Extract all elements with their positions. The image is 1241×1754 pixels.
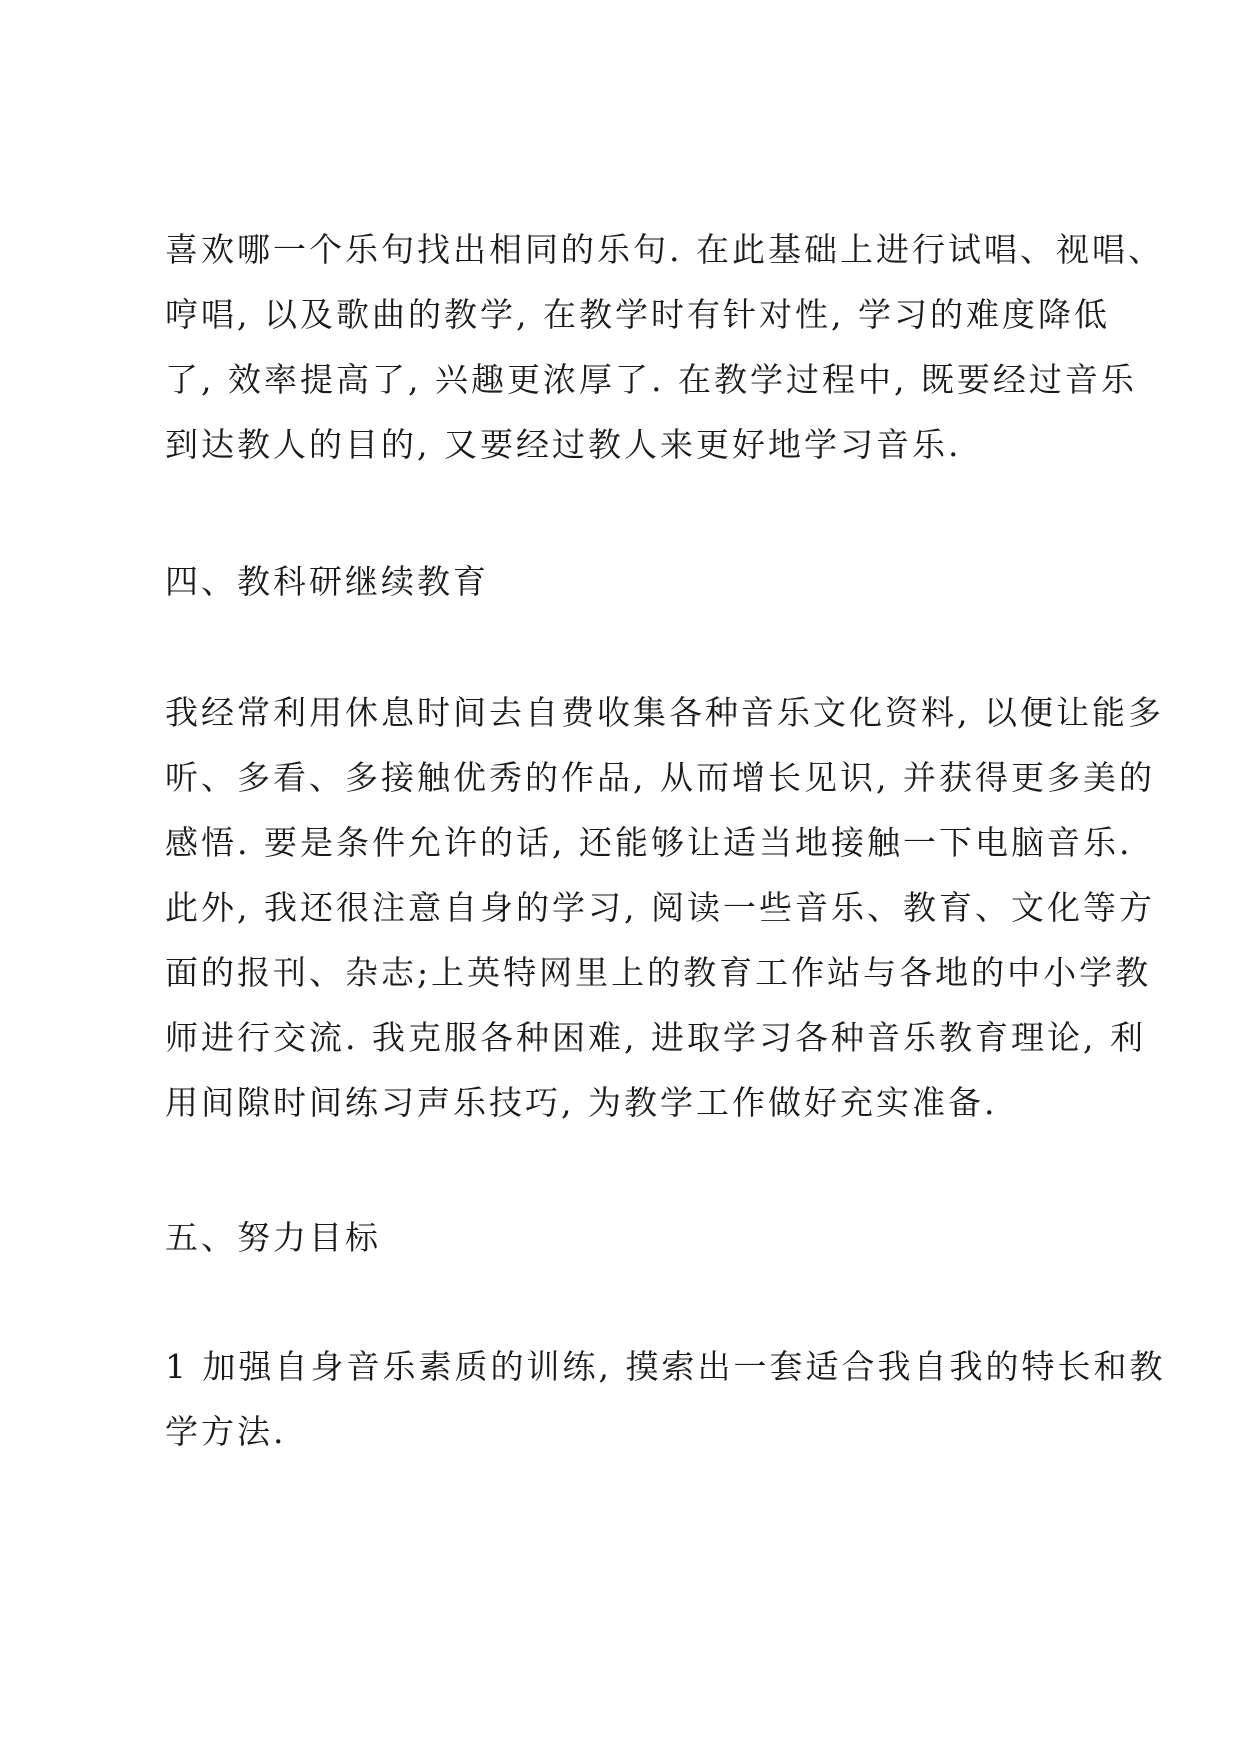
paragraph-line: 此外, 我还很注意自身的学习, 阅读一些音乐、教育、文化等方: [165, 888, 1155, 927]
paragraph-line: 我经常利用休息时间去自费收集各种音乐文化资料, 以便让能多: [165, 693, 1164, 732]
paragraph-line: 到达教人的目的, 又要经过教人来更好地学习音乐.: [165, 425, 962, 464]
section-heading-research: [165, 549, 1095, 614]
paragraph-line: 师进行交流. 我克服各种困难, 进取学习各种音乐教育理论, 利: [165, 1018, 1146, 1057]
paragraph-line: 感悟. 要是条件允许的话, 还能够让适当地接触一下电脑音乐.: [165, 823, 1133, 862]
paragraph-line: 听、多看、多接触优秀的作品, 从而增长见识, 并获得更多美的: [165, 758, 1155, 797]
paragraph-research: [165, 680, 1164, 1135]
paragraph-line: 喜欢哪一个乐句找出相同的乐句. 在此基础上进行试唱、视唱、: [165, 230, 1164, 269]
paragraph-teaching-method: [165, 217, 1164, 477]
paragraph-goals: [165, 1334, 1166, 1464]
paragraph-line: 用间隙时间练习声乐技巧, 为教学工作做好充实准备.: [165, 1083, 998, 1122]
paragraph-line: 学方法.: [165, 1412, 287, 1451]
section-heading-text: 四、教科研继续教育: [165, 562, 489, 601]
paragraph-line: 1 加强自身音乐素质的训练, 摸索出一套适合我自我的特长和教: [165, 1347, 1166, 1386]
paragraph-line: 了, 效率提高了, 兴趣更浓厚了. 在教学过程中, 既要经过音乐: [165, 360, 1137, 399]
section-heading-text: 五、努力目标: [165, 1218, 381, 1257]
paragraph-line: 面的报刊、杂志;上英特网里上的教育工作站与各地的中小学教: [165, 953, 1152, 992]
paragraph-line: 哼唱, 以及歌曲的教学, 在教学时有针对性, 学习的难度降低: [165, 295, 1110, 334]
section-heading-goals: [165, 1205, 1095, 1270]
